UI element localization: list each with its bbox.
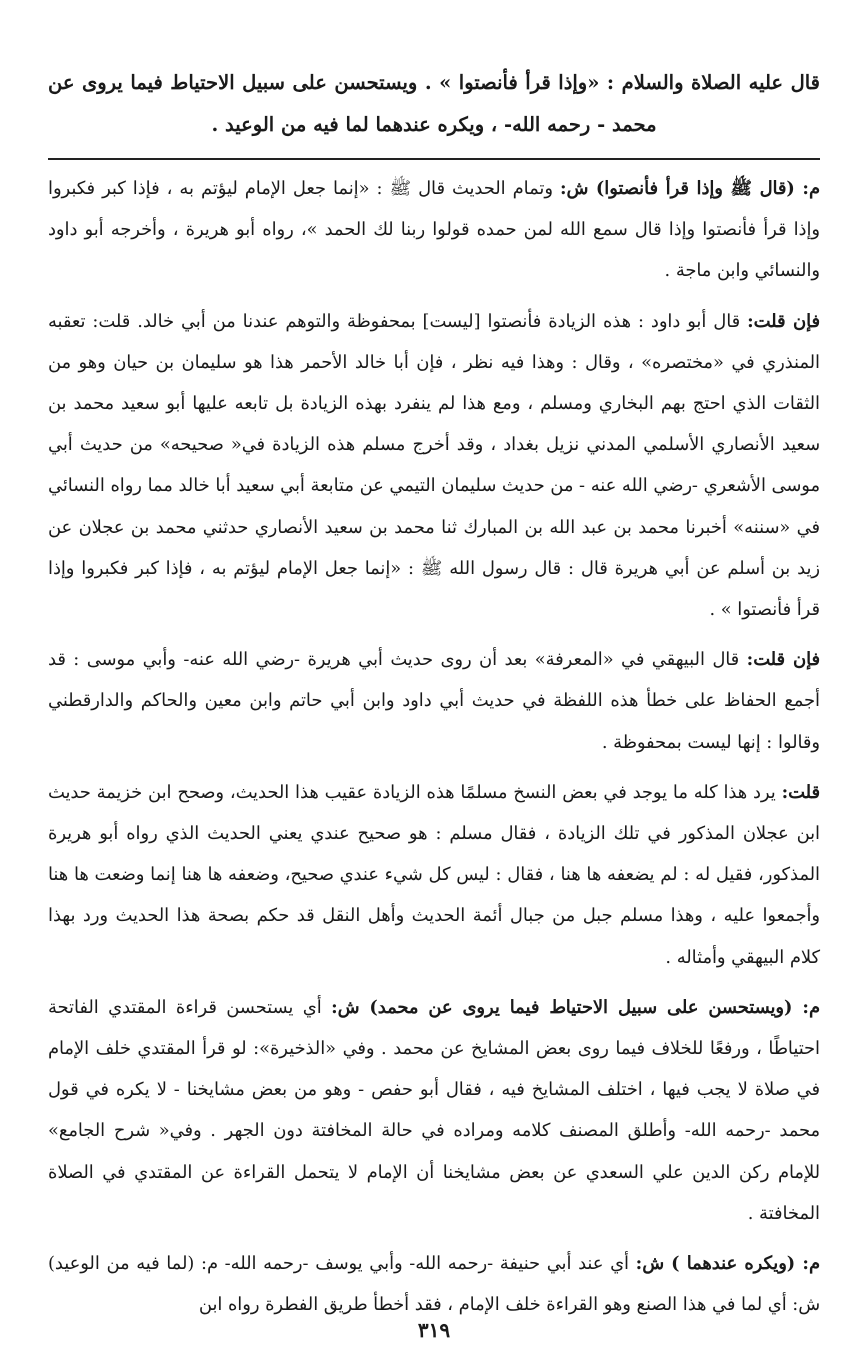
separator-rule xyxy=(48,158,820,160)
paragraph-text: وتمام الحديث قال ﷺ : «إنما جعل الإمام ليؤتم به ، فإذا كبر فكبروا وإذا قرأ فأنصتوا وإذا قال سمع الله لمن حمده قولوا ربنا لك الحمد »، رواه أبو هريرة ، وأخرجه أبو داود والنسائي وابن ماجة . xyxy=(48,178,820,282)
paragraph-text: يرد هذا كله ما يوجد في بعض النسخ مسلمًا هذه الزيادة عقيب هذا الحديث، وصحح ابن خزيمة حديث ابن عجلان المذكور في تلك الزيادة ، فقال مسلم : هو صحيح عندي يعني الحديث الذي رواه أبو هريرة المذكور، فقيل له : لم يضعفه ها هنا ، فقال : ليس كل شيء عندي صحيح، وضعفه ها هنا إنما وضعت ها هنا وأجمعوا عليه ، وهذا مسلم جبل من جبال أئمة الحديث وأهل النقل قد حكم بصحة هذا الحديث ورد بهذا كلام البيهقي وأمثاله . xyxy=(48,781,820,968)
paragraph-text: قال أبو داود : هذه الزيادة فأنصتوا [ليست] بمحفوظة والتوهم عندنا من أبي خالد. قلت: تعقبه المنذري في «مختصره» ، وقال : وهذا فيه نظر ، فإن أبا خالد الأحمر هذا هو سليمان بن حيان وهو من الثقات الذي احتج بهم البخاري ومسلم ، ومع هذا لم ينفرد بهذه الزيادة بل تابعه عليها أبو سعيد محمد بن سعيد الأنصاري الأسلمي المدني نزيل بغداد ، وقد أخرج مسلم هذه الزيادة في« صحيحه» من حديث أبي موسى الأشعري -رضي الله عنه - من حديث سليمان التيمي عن متابعة أبي سعيد أبا خالد مما رواه النسائي في «سننه» أخبرنا محمد بن عبد الله بن المبارك ثنا محمد بن سعيد الأنصاري حدثني محمد بن عجلان عن زيد بن أسلم عن أبي هريرة قال : قال رسول الله ﷺ : «إنما جعل الإمام ليؤتم به ، فإذا كبر فكبروا وإذا قرأ فأنصتوا » . xyxy=(48,310,820,621)
paragraph-text: أي عند أبي حنيفة -رحمه الله- وأبي يوسف -رحمه الله- م: (لما فيه من الوعيد) ش: أي لما في هذا الصنع وهو القراءة خلف الإمام ، فقد أخطأ طريق الفطرة رواه ابن xyxy=(48,1253,820,1316)
paragraph-lead: قلت: xyxy=(781,781,820,803)
commentary xyxy=(48,168,820,1325)
paragraph-text: أي يستحسن قراءة المقتدي الفاتحة احتياطًا ، ورفعًا للخلاف فيما روى بعض المشايخ عن محمد . وفي «الذخيرة»: لو قرأ المقتدي خلف الإمام في صلاة لا يجب فيها ، اختلف المشايخ فيه ، فقال أبو حفص - وهو من بعض مشايخنا - لا يكره في قول محمد -رحمه الله- وأطلق المصنف كلامه ومراده في حالة المخافتة دون الجهر . وفي« شرح الجامع» للإمام ركن الدين علي السعدي عن بعض مشايخنا أن الإمام لا يتحمل القراءة عن المقتدي في الصلاة المخافتة . xyxy=(48,996,820,1224)
commentary-paragraph-6 xyxy=(48,1243,820,1325)
commentary-paragraph-5 xyxy=(48,987,820,1234)
commentary-paragraph-3 xyxy=(48,639,820,763)
document-page xyxy=(48,62,820,1334)
matn-text: قال عليه الصلاة والسلام : «وإذا قرأ فأنصتوا » . ويستحسن على سبيل الاحتياط فيما يروى عن محمد - رحمه الله- ، ويكره عندهما لما فيه من الوعيد . xyxy=(48,71,820,136)
paragraph-text: قال البيهقي في «المعرفة» بعد أن روى حديث أبي هريرة -رضي الله عنه- وأبي موسى : قد أجمع الحفاظ على خطأ هذه اللفظة في حديث أبي داود وابن أبي حاتم وابن معين والحاكم والدارقطني وقالوا : إنها ليست بمحفوظة . xyxy=(48,649,820,753)
paragraph-lead: فإن قلت: xyxy=(747,310,820,332)
paragraph-lead: فإن قلت: xyxy=(746,649,820,671)
commentary-paragraph-1 xyxy=(48,168,820,292)
commentary-paragraph-4 xyxy=(48,772,820,978)
commentary-paragraph-2 xyxy=(48,301,820,631)
paragraph-lead: م: (ويكره عندهما ) ش: xyxy=(635,1253,820,1275)
page-number: ٣١٩ xyxy=(417,1318,451,1342)
paragraph-lead: م: (ويستحسن على سبيل الاحتياط فيما يروى عن محمد) ش: xyxy=(331,996,820,1018)
paragraph-lead: م: (قال ﷺ وإذا قرأ فأنصتوا) ش: xyxy=(559,178,820,199)
